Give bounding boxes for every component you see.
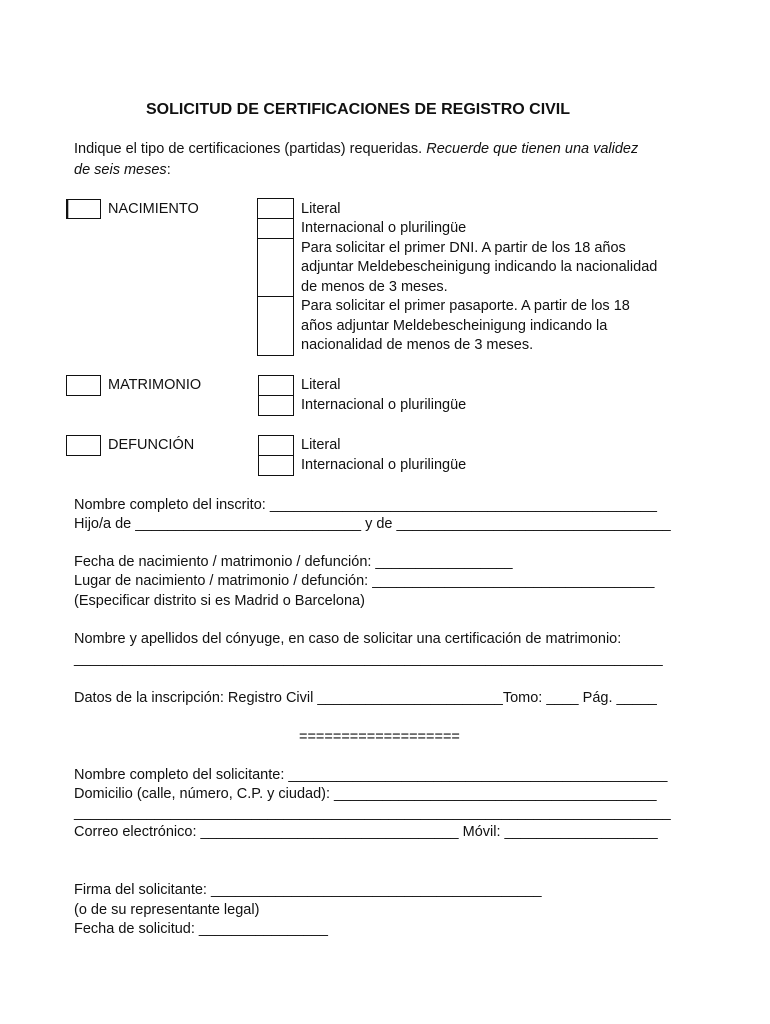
- matrimonio-literal-checkbox[interactable]: [258, 375, 294, 396]
- representante-note: (o de su representante legal): [74, 902, 260, 918]
- conyuge-label: Nombre y apellidos del cónyuge, en caso de solicitar una certificación de matrimonio:: [74, 631, 622, 647]
- nombre-inscrito-field[interactable]: Nombre completo del inscrito: ________________________________________________: [74, 497, 657, 513]
- defuncion-internacional-checkbox[interactable]: [258, 455, 294, 476]
- domicilio-field-line2[interactable]: __________________________________________________________________________: [74, 805, 671, 821]
- nombre-solicitante-field[interactable]: Nombre completo del solicitante: _______________________________________________: [74, 767, 668, 783]
- intro-text-line2: [74, 161, 171, 180]
- nacimiento-option-pasaporte-3: nacionalidad de menos de 3 meses.: [301, 337, 534, 353]
- intro-italic-1: Recuerde que tienen una validez: [426, 141, 639, 157]
- intro-colon: :: [166, 162, 171, 178]
- nacimiento-option-dni-1: Para solicitar el primer DNI. A partir de los 18 años: [301, 240, 626, 256]
- defuncion-label: DEFUNCIÓN: [108, 437, 195, 453]
- nacimiento-option-pasaporte-2: años adjuntar Meldebescheinigung indicando la: [301, 318, 608, 334]
- nacimiento-literal-checkbox[interactable]: [257, 198, 294, 219]
- nacimiento-option-dni-3: de menos de 3 meses.: [301, 279, 448, 295]
- fecha-field[interactable]: Fecha de nacimiento / matrimonio / defunción: _________________: [74, 554, 513, 570]
- intro-text: [74, 140, 638, 159]
- defuncion-checkbox[interactable]: [66, 435, 101, 456]
- conyuge-field[interactable]: _________________________________________________________________________: [74, 651, 663, 667]
- matrimonio-option-literal: Literal: [301, 377, 341, 393]
- matrimonio-option-internacional: Internacional o plurilingüe: [301, 397, 467, 413]
- hijo-de-field[interactable]: Hijo/a de ____________________________ y de __________________________________: [74, 516, 671, 532]
- matrimonio-label: MATRIMONIO: [108, 377, 202, 393]
- intro-italic-2: de seis meses: [74, 162, 167, 178]
- correo-movil-field[interactable]: Correo electrónico: ________________________________ Móvil: ___________________: [74, 824, 658, 840]
- nacimiento-dni-checkbox[interactable]: [257, 238, 294, 297]
- defuncion-option-internacional: Internacional o plurilingüe: [301, 457, 467, 473]
- especificar-note: (Especificar distrito si es Madrid o Barcelona): [74, 593, 365, 609]
- matrimonio-checkbox[interactable]: [66, 375, 101, 396]
- nacimiento-checkbox[interactable]: [66, 199, 101, 219]
- separator: ===================: [299, 729, 460, 745]
- firma-field[interactable]: Firma del solicitante: _________________________________________: [74, 882, 542, 898]
- nacimiento-pasaporte-checkbox[interactable]: [257, 296, 294, 356]
- intro-normal: Indique el tipo de certificaciones (partidas) requeridas.: [74, 141, 427, 157]
- fecha-solicitud-field[interactable]: Fecha de solicitud: ________________: [74, 921, 328, 937]
- defuncion-literal-checkbox[interactable]: [258, 435, 294, 456]
- domicilio-field[interactable]: Domicilio (calle, número, C.P. y ciudad): ________________________________________: [74, 786, 657, 802]
- nacimiento-internacional-checkbox[interactable]: [257, 218, 294, 239]
- datos-inscripcion-field[interactable]: Datos de la inscripción: Registro Civil _______________________Tomo: ____ Pág. _____: [74, 690, 657, 706]
- lugar-field[interactable]: Lugar de nacimiento / matrimonio / defunción: ___________________________________: [74, 573, 655, 589]
- page-title: SOLICITUD DE CERTIFICACIONES DE REGISTRO CIVIL: [146, 101, 571, 118]
- nacimiento-option-literal: Literal: [301, 201, 341, 217]
- nacimiento-option-dni-2: adjuntar Meldebescheinigung indicando la nacionalidad: [301, 259, 658, 275]
- nacimiento-option-internacional: Internacional o plurilingüe: [301, 220, 467, 236]
- defuncion-option-literal: Literal: [301, 437, 341, 453]
- nacimiento-label: NACIMIENTO: [108, 201, 199, 217]
- nacimiento-option-pasaporte-1: Para solicitar el primer pasaporte. A partir de los 18: [301, 298, 630, 314]
- matrimonio-internacional-checkbox[interactable]: [258, 395, 294, 416]
